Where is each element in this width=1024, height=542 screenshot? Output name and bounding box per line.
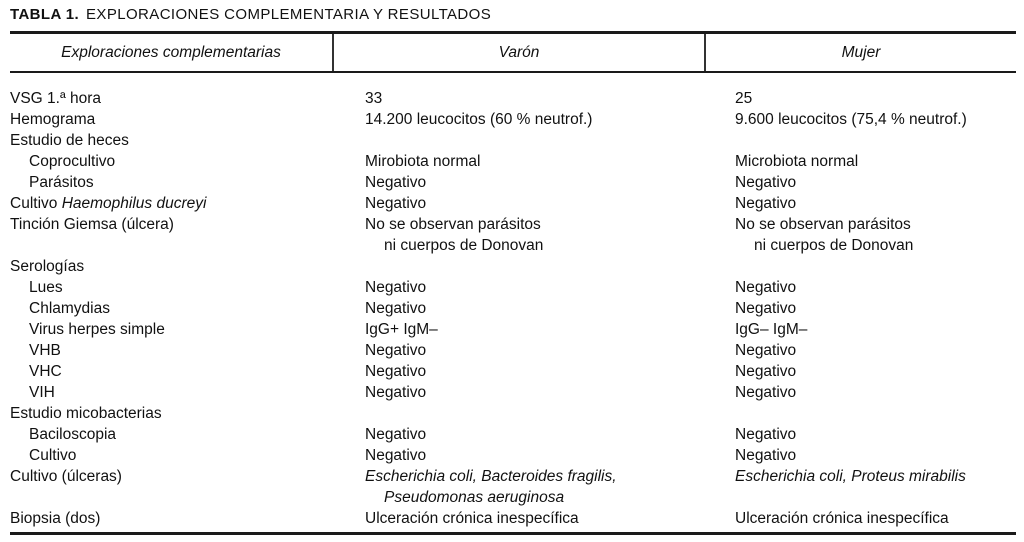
value-line: Negativo <box>365 279 427 296</box>
value-line: 25 <box>735 90 753 107</box>
label-segment: Serologías <box>10 258 85 275</box>
mujer-cell <box>702 445 1016 466</box>
value-line: Microbiota normal <box>735 153 859 170</box>
label-segment: Tinción Giemsa (úlcera) <box>10 216 174 233</box>
table-title-text: EXPLORACIONES COMPLEMENTARIA Y RESULTADOS <box>86 6 492 23</box>
value-line: 9.600 leucocitos (75,4 % neutrof.) <box>735 111 967 128</box>
label-segment: Coprocultivo <box>29 153 116 170</box>
varon-cell <box>332 340 702 361</box>
mujer-cell <box>702 193 1016 214</box>
varon-cell <box>332 109 702 130</box>
value-line: Pseudomonas aeruginosa <box>384 489 565 506</box>
mujer-cell <box>702 172 1016 193</box>
label-line <box>10 340 332 361</box>
varon-cell <box>332 88 702 109</box>
value-line: Negativo <box>735 426 797 443</box>
label-segment: VHC <box>29 363 62 380</box>
value-line: Negativo <box>365 426 427 443</box>
value-line: Negativo <box>365 384 427 401</box>
label-cell <box>10 508 332 529</box>
mujer-cell <box>702 466 1016 508</box>
varon-cell <box>332 445 702 466</box>
varon-cell <box>332 298 702 319</box>
label-segment: Cultivo <box>29 447 77 464</box>
value-line: ni cuerpos de Donovan <box>754 237 914 254</box>
label-cell <box>10 382 332 403</box>
varon-cell <box>332 319 702 340</box>
label-line <box>10 130 332 151</box>
label-line <box>10 214 332 235</box>
table-row <box>10 445 1016 466</box>
value-line: Negativo <box>365 300 427 317</box>
table-row <box>10 214 1016 256</box>
value-line: IgG– IgM– <box>735 321 808 338</box>
table-row <box>10 193 1016 214</box>
label-cell <box>10 424 332 445</box>
varon-cell <box>332 508 702 529</box>
mujer-cell <box>702 130 1016 151</box>
table-row <box>10 277 1016 298</box>
label-line <box>10 382 332 403</box>
table-row <box>10 256 1016 277</box>
table-row <box>10 403 1016 424</box>
value-line: Negativo <box>735 342 797 359</box>
mujer-cell <box>702 151 1016 172</box>
value-line: Negativo <box>365 363 427 380</box>
table-row <box>10 340 1016 361</box>
varon-cell <box>332 403 702 424</box>
varon-cell <box>332 382 702 403</box>
table-row <box>10 361 1016 382</box>
label-line <box>10 151 332 172</box>
varon-cell <box>332 172 702 193</box>
varon-cell <box>332 361 702 382</box>
label-cell <box>10 256 332 277</box>
label-cell <box>10 298 332 319</box>
label-cell <box>10 151 332 172</box>
table-row <box>10 151 1016 172</box>
table-row <box>10 382 1016 403</box>
table-row <box>10 130 1016 151</box>
table-row <box>10 298 1016 319</box>
label-segment: Cultivo <box>10 195 62 212</box>
mujer-cell <box>702 382 1016 403</box>
mujer-cell <box>702 361 1016 382</box>
value-line: Negativo <box>365 195 427 212</box>
mujer-cell <box>702 298 1016 319</box>
table-row <box>10 109 1016 130</box>
varon-cell <box>332 277 702 298</box>
value-line: Negativo <box>735 174 797 191</box>
label-segment: VIH <box>29 384 55 401</box>
label-cell <box>10 445 332 466</box>
value-line: Negativo <box>735 447 797 464</box>
value-line: Ulceración crónica inespecífica <box>735 510 949 527</box>
table-body <box>10 73 1016 532</box>
label-segment: Parásitos <box>29 174 94 191</box>
value-line: Negativo <box>365 447 427 464</box>
column-header-exploraciones: Exploraciones complementarias <box>10 34 334 71</box>
label-cell <box>10 319 332 340</box>
mujer-cell <box>702 424 1016 445</box>
mujer-cell <box>702 340 1016 361</box>
label-segment: Biopsia (dos) <box>10 510 101 527</box>
value-line: Negativo <box>735 363 797 380</box>
label-line <box>10 193 332 214</box>
value-line: Ulceración crónica inespecífica <box>365 510 579 527</box>
label-line <box>10 277 332 298</box>
label-cell <box>10 172 332 193</box>
table-header <box>10 34 1016 73</box>
label-line <box>10 361 332 382</box>
value-line: 33 <box>365 90 383 107</box>
value-line: Negativo <box>735 279 797 296</box>
label-line <box>10 109 332 130</box>
label-segment: Haemophilus ducreyi <box>61 195 207 212</box>
varon-cell <box>332 466 702 508</box>
label-cell <box>10 109 332 130</box>
value-line: IgG+ IgM– <box>365 321 438 338</box>
label-segment: Chlamydias <box>29 300 110 317</box>
mujer-cell <box>702 256 1016 277</box>
label-cell <box>10 214 332 256</box>
mujer-cell <box>702 277 1016 298</box>
value-line: Negativo <box>735 384 797 401</box>
label-line <box>10 508 332 529</box>
label-cell <box>10 88 332 109</box>
varon-cell <box>332 151 702 172</box>
label-segment: Lues <box>29 279 63 296</box>
label-line <box>10 298 332 319</box>
mujer-cell <box>702 214 1016 256</box>
results-table <box>10 31 1016 535</box>
value-line: Escherichia coli, Proteus mirabilis <box>735 468 966 485</box>
value-line: ni cuerpos de Donovan <box>384 237 544 254</box>
label-line <box>10 466 332 487</box>
value-line: No se observan parásitos <box>735 216 911 233</box>
value-line: Mirobiota normal <box>365 153 481 170</box>
mujer-cell <box>702 319 1016 340</box>
varon-cell <box>332 193 702 214</box>
table-row <box>10 172 1016 193</box>
table-row <box>10 88 1016 109</box>
value-line: 14.200 leucocitos (60 % neutrof.) <box>365 111 593 128</box>
varon-cell <box>332 256 702 277</box>
label-line <box>10 88 332 109</box>
label-line <box>10 256 332 277</box>
table-title-label: TABLA 1. <box>10 6 80 23</box>
varon-cell <box>332 130 702 151</box>
label-cell <box>10 340 332 361</box>
label-line <box>10 172 332 193</box>
label-cell <box>10 130 332 151</box>
column-header-varon: Varón <box>334 34 706 71</box>
mujer-cell <box>702 508 1016 529</box>
label-segment: VHB <box>29 342 61 359</box>
value-line: Negativo <box>365 174 427 191</box>
table-row <box>10 466 1016 508</box>
label-cell <box>10 403 332 424</box>
varon-cell <box>332 424 702 445</box>
label-line <box>10 445 332 466</box>
label-segment: Virus herpes simple <box>29 321 165 338</box>
label-line <box>10 403 332 424</box>
value-line: No se observan parásitos <box>365 216 541 233</box>
label-cell <box>10 193 332 214</box>
mujer-cell <box>702 403 1016 424</box>
label-segment: VSG 1.ª hora <box>10 90 102 107</box>
label-cell <box>10 361 332 382</box>
mujer-cell <box>702 88 1016 109</box>
value-line: Negativo <box>735 195 797 212</box>
label-line <box>10 319 332 340</box>
label-line <box>10 424 332 445</box>
value-line: Negativo <box>735 300 797 317</box>
table-row <box>10 508 1016 529</box>
label-segment: Cultivo (úlceras) <box>10 468 122 485</box>
label-segment: Estudio de heces <box>10 132 129 149</box>
table-title <box>10 6 491 23</box>
varon-cell <box>332 214 702 256</box>
table-row <box>10 319 1016 340</box>
column-header-mujer: Mujer <box>841 43 881 61</box>
label-cell <box>10 277 332 298</box>
label-cell <box>10 466 332 508</box>
value-line: Negativo <box>365 342 427 359</box>
table-row <box>10 424 1016 445</box>
label-segment: Hemograma <box>10 111 96 128</box>
mujer-cell <box>702 109 1016 130</box>
value-line: Escherichia coli, Bacteroides fragilis, <box>365 468 617 485</box>
label-segment: Baciloscopia <box>29 426 117 443</box>
label-segment: Estudio micobacterias <box>10 405 162 422</box>
